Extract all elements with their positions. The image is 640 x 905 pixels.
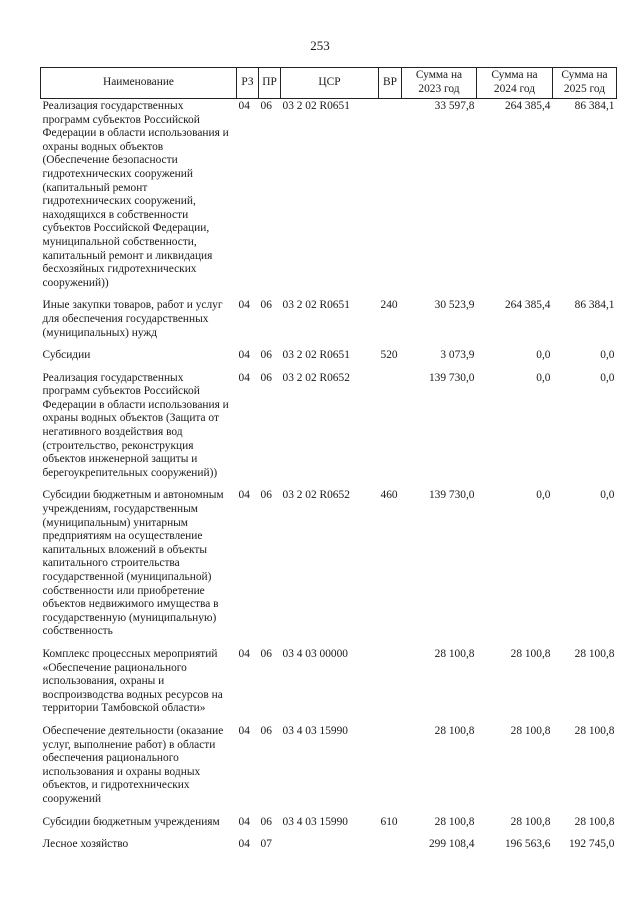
cell-pr: 06 <box>260 815 272 828</box>
cell-name: Субсидии <box>42 349 91 362</box>
cell-sum-2023: 299 108,4 <box>428 838 475 851</box>
cell-name: Иные закупки товаров, работ и услуг для обеспечения государственных (муниципальных) нужд <box>42 299 223 339</box>
cell-sum-2025: 28 100,8 <box>574 647 615 660</box>
cell-rz: 04 <box>238 299 250 312</box>
table-row <box>41 838 617 861</box>
cell-name: Субсидии бюджетным учреждениям <box>42 815 220 828</box>
cell-sum-2025: 86 384,1 <box>574 299 615 312</box>
cell-sum-2023: 33 597,8 <box>434 100 475 112</box>
cell-csr: 03 4 03 00000 <box>282 647 348 660</box>
cell-name: Реализация государственных программ субъектов Российской Федерации в области использования и охраны водных объектов (Обеспечение безопасности гидротехнических сооружений (капитальный ремонт гидротехнических сооружений, находящихся в собственности субъектов Российской Федерации, муниципальной собственности, капитальный ремонт и ликвидация бесхозяйных гидротехнических сооружений)) <box>42 100 229 289</box>
cell-sum-2025: 0,0 <box>600 349 615 362</box>
cell-rz: 04 <box>238 489 250 502</box>
table-row <box>41 489 617 648</box>
cell-name: Комплекс процессных мероприятий «Обеспечение рационального использования, охраны и воспроизводства водных ресурсов на территории Тамбовской области» <box>42 647 223 715</box>
cell-sum-2024: 28 100,8 <box>510 815 551 828</box>
cell-vr <box>379 372 402 490</box>
cell-sum-2023: 28 100,8 <box>434 815 475 828</box>
cell-sum-2024: 0,0 <box>536 349 551 362</box>
cell-csr: 03 4 03 15990 <box>282 724 348 737</box>
table-row <box>41 725 617 816</box>
cell-vr: 610 <box>380 815 398 828</box>
cell-sum-2023: 28 100,8 <box>434 724 475 737</box>
table-row <box>41 99 617 300</box>
cell-sum-2023: 3 073,9 <box>440 349 475 362</box>
header-csr: ЦСР <box>281 68 379 99</box>
cell-vr: 240 <box>380 299 398 312</box>
table-row <box>41 816 617 839</box>
cell-csr: 03 2 02 R0652 <box>282 489 350 502</box>
header-sum-2024: Сумма на 2024 год <box>477 68 553 99</box>
cell-vr <box>379 838 402 861</box>
cell-sum-2024: 0,0 <box>536 371 551 384</box>
table-header-row <box>41 68 617 99</box>
cell-vr: 460 <box>380 489 398 502</box>
cell-csr <box>281 838 379 861</box>
header-sum-2025: Сумма на 2025 год <box>553 68 617 99</box>
cell-csr: 03 2 02 R0651 <box>282 349 350 362</box>
cell-csr: 03 2 02 R0652 <box>282 371 350 384</box>
cell-pr: 06 <box>260 299 272 312</box>
header-rz: РЗ <box>237 68 259 99</box>
table-row <box>41 299 617 349</box>
cell-vr <box>379 648 402 725</box>
cell-csr: 03 2 02 R0651 <box>282 100 350 112</box>
cell-name: Реализация государственных программ субъектов Российской Федерации в области использования и охраны водных объектов (Защита от негативного воздействия вод (строительство, реконструкция объектов инженерной защиты и берегоукрепительных сооружений)) <box>42 371 229 479</box>
table-row <box>41 349 617 372</box>
table-body <box>41 99 617 861</box>
cell-sum-2025: 28 100,8 <box>574 815 615 828</box>
cell-rz: 04 <box>238 100 250 112</box>
cell-pr: 07 <box>260 838 272 851</box>
cell-name: Лесное хозяйство <box>42 838 129 851</box>
cell-rz: 04 <box>238 724 250 737</box>
cell-csr: 03 2 02 R0651 <box>282 299 350 312</box>
cell-sum-2023: 139 730,0 <box>428 489 475 502</box>
cell-pr: 06 <box>260 371 272 384</box>
cell-rz: 04 <box>238 349 250 362</box>
cell-rz: 04 <box>238 647 250 660</box>
cell-pr: 06 <box>260 349 272 362</box>
cell-name: Обеспечение деятельности (оказание услуг, выполнение работ) в области обеспечения рационального использования и охраны водных объектов, и гидротехнических сооружений <box>42 724 224 805</box>
cell-sum-2024: 0,0 <box>536 489 551 502</box>
cell-pr: 06 <box>260 647 272 660</box>
cell-vr: 520 <box>380 349 398 362</box>
cell-sum-2025: 192 745,0 <box>568 838 615 851</box>
cell-sum-2025: 0,0 <box>600 371 615 384</box>
cell-rz: 04 <box>238 371 250 384</box>
cell-csr: 03 4 03 15990 <box>282 815 348 828</box>
header-name: Наименование <box>41 68 237 99</box>
page-number: 253 <box>310 38 330 53</box>
cell-sum-2023: 139 730,0 <box>428 371 475 384</box>
cell-sum-2023: 30 523,9 <box>434 299 475 312</box>
table-row <box>41 648 617 725</box>
table-row <box>41 372 617 490</box>
cell-sum-2024: 264 385,4 <box>504 100 551 112</box>
cell-sum-2025: 86 384,1 <box>574 100 615 112</box>
cell-sum-2025: 0,0 <box>600 489 615 502</box>
header-pr: ПР <box>259 68 281 99</box>
cell-pr: 06 <box>260 724 272 737</box>
cell-sum-2023: 28 100,8 <box>434 647 475 660</box>
cell-vr <box>379 725 402 816</box>
cell-sum-2024: 28 100,8 <box>510 724 551 737</box>
budget-table <box>40 67 617 861</box>
cell-pr: 06 <box>260 100 272 112</box>
cell-rz: 04 <box>238 815 250 828</box>
header-sum-2023: Сумма на 2023 год <box>402 68 477 99</box>
cell-name: Субсидии бюджетным и автономным учреждениям, государственным (муниципальным) унитарным предприятиям на осуществление капитальных вложений в объекты капитального строительства государственной (муниципальной) собственности или приобретение объектов недвижимого имущества в государственную (муниципальную) собственность <box>42 489 224 638</box>
cell-sum-2024: 28 100,8 <box>510 647 551 660</box>
cell-sum-2024: 264 385,4 <box>504 299 551 312</box>
cell-pr: 06 <box>260 489 272 502</box>
cell-vr <box>379 99 402 300</box>
header-vr: ВР <box>379 68 402 99</box>
cell-sum-2024: 196 563,6 <box>504 838 551 851</box>
cell-rz: 04 <box>238 838 250 851</box>
cell-sum-2025: 28 100,8 <box>574 724 615 737</box>
